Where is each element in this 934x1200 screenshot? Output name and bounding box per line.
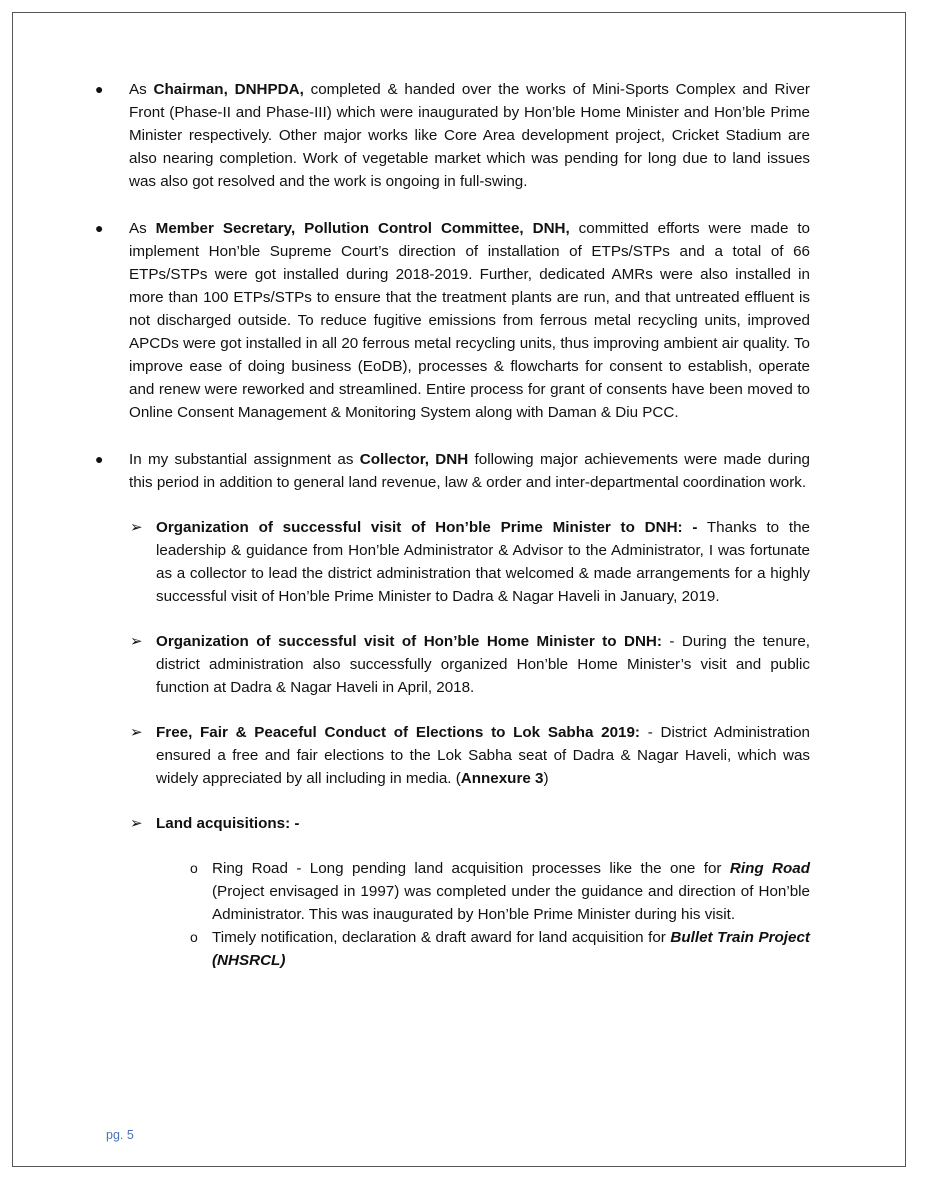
bullet-text-bold: Member Secretary, Pollution Control Committee, DNH, [155, 220, 570, 237]
bullet-icon: ● [95, 220, 104, 236]
land-item-project: Bullet Train Project (NHSRCL) [212, 929, 810, 969]
arrow-bullet-icon: ➢ [130, 633, 143, 650]
sub-item-bold: Organization of successful visit of Hon’ble Home Minister to DNH: [156, 633, 662, 650]
land-item [95, 857, 810, 926]
bullet-text-pre: As [129, 81, 154, 98]
bullet-text-bold: Chairman, DNHPDA, [153, 81, 304, 98]
bullet-icon: ● [95, 81, 104, 97]
sub-item [95, 812, 810, 835]
sub-item-text: Thanks to the leadership & guidance from Hon’ble Administrator & Advisor to the Administrator, I was fortunate as a collector to lead the district administration that welcomed & made arrangements for a highly successful visit of Hon’ble Prime Minister to Dadra & Nagar Haveli in January, 2019. [156, 519, 810, 605]
land-item-text-pre: Timely notification, declaration & draft award for land acquisition for [212, 929, 671, 946]
bullet-text-pre: In my substantial assignment as [129, 451, 360, 468]
sub-item [95, 630, 810, 699]
sub-item-bold: Free, Fair & Peaceful Conduct of Elections to Lok Sabha 2019: [156, 724, 640, 741]
document-body [95, 78, 810, 972]
arrow-bullet-icon: ➢ [130, 815, 143, 832]
bullet-text-pre: As [129, 220, 156, 237]
circle-bullet-icon: o [190, 860, 198, 876]
bullet-item [95, 448, 810, 494]
land-item-project: Ring Road [729, 860, 810, 877]
land-item-text-pre: Ring Road - Long pending land acquisition processes like the one for [212, 860, 730, 877]
bullet-item [95, 78, 810, 193]
bullet-text-post: following major achievements were made during this period in addition to general land revenue, law & order and inter-departmental coordination work. [129, 451, 810, 491]
bullet-icon: ● [95, 451, 104, 467]
sub-item [95, 721, 810, 790]
bullet-text-post: committed efforts were made to implement Hon’ble Supreme Court’s direction of installation of ETPs/STPs and a total of 66 ETPs/STPs were got installed during 2018-2019. Further, dedicated AMRs were also installed in more than 100 ETPs/STPs to ensure that the treatment plants are run, and that untreated effluent is not discharged outside. To reduce fugitive emissions from ferrous metal recycling units, improved APCDs were got installed in all 20 ferrous metal recycling units, thus improving ambient air quality. To improve ease of doing business (EoDB), processes & flowcharts for consent to establish, operate and renew were reworked and streamlined. Entire process for grant of consents have been moved to Online Consent Management & Monitoring System along with Daman & Diu PCC. [129, 220, 811, 421]
bullet-text-bold: Collector, DNH [359, 451, 469, 468]
sub-item [95, 516, 810, 608]
sub-item-bold: Land acquisitions: - [156, 815, 300, 832]
sub-item-bold: Organization of successful visit of Hon’ble Prime Minister to DNH: - [156, 519, 698, 536]
sub-item-text: - District Administration ensured a free and fair elections to the Lok Sabha seat of Dadra & Nagar Haveli, which was widely appreciated by all including in media. ( [156, 724, 810, 787]
arrow-bullet-icon: ➢ [130, 724, 143, 741]
arrow-bullet-icon: ➢ [130, 519, 143, 536]
land-item-text-post: (Project envisaged in 1997) was completed under the guidance and direction of Hon’ble Administrator. This was inaugurated by Hon’ble Prime Minister during his visit. [212, 883, 810, 923]
annexure-reference: Annexure 3 [460, 770, 544, 787]
circle-bullet-icon: o [190, 929, 198, 945]
land-item [95, 926, 810, 972]
sub-item-text: - During the tenure, district administration also successfully organized Hon’ble Home Minister’s visit and public function at Dadra & Nagar Haveli in April, 2018. [156, 633, 810, 696]
sub-item-text-end: ) [543, 770, 549, 787]
bullet-text-post: completed & handed over the works of Mini-Sports Complex and River Front (Phase-II and Phase-III) which were inaugurated by Hon’ble Home Minister and Hon’ble Prime Minister respectively. Other major works like Core Area development project, Cricket Stadium are also nearing completion. Work of vegetable market which was pending for long due to land issues was also got resolved and the work is ongoing in full-swing. [129, 81, 810, 190]
bullet-item [95, 217, 810, 424]
page-number: pg. 5 [106, 1128, 134, 1142]
